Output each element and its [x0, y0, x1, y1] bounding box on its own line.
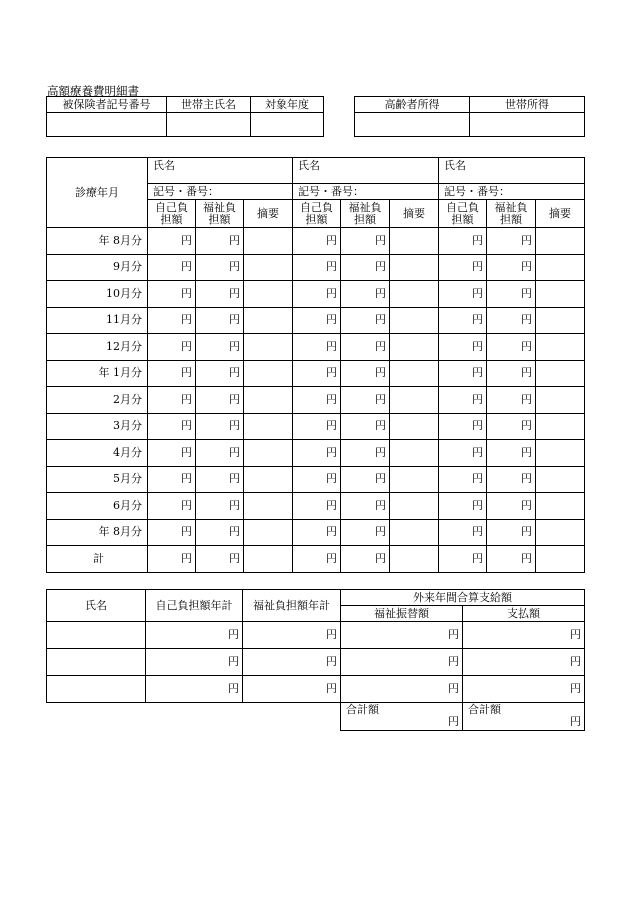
summary-name-header: 氏名 [47, 590, 146, 622]
summary-name-cell[interactable] [47, 676, 146, 703]
target-year-header: 対象年度 [251, 97, 324, 113]
remarks-cell[interactable] [536, 546, 585, 573]
self-burden-total-header: 自己負担額年計 [146, 590, 243, 622]
insured-number-header: 被保険者記号番号 [47, 97, 167, 113]
welfare-burden-cell[interactable]: 円 [196, 387, 244, 414]
summary-table [46, 589, 585, 703]
welfare-burden-cell[interactable]: 円 [196, 360, 244, 387]
month-row [47, 360, 585, 387]
welfare-burden-total-cell[interactable]: 円 [243, 676, 341, 703]
remarks-cell[interactable] [390, 254, 439, 281]
transfer-total-cell[interactable] [341, 703, 463, 731]
month-label: 年 8月分 [47, 519, 148, 546]
welfare-burden-cell[interactable]: 円 [487, 546, 536, 573]
remarks-cell[interactable] [244, 440, 293, 467]
welfare-burden-cell[interactable]: 円 [341, 413, 390, 440]
self-burden-cell[interactable]: 円 [439, 360, 487, 387]
remarks-cell[interactable] [244, 546, 293, 573]
self-burden-header: 自己負 担額 [293, 200, 341, 228]
remarks-header: 摘要 [536, 200, 585, 228]
welfare-burden-cell[interactable]: 円 [341, 519, 390, 546]
month-row [47, 493, 585, 520]
remarks-cell[interactable] [244, 466, 293, 493]
transfer-total-label: 合計額 [346, 703, 379, 716]
payment-cell[interactable]: 円 [463, 676, 585, 703]
remarks-cell[interactable] [390, 440, 439, 467]
welfare-burden-cell[interactable]: 円 [196, 281, 244, 308]
self-burden-cell[interactable]: 円 [293, 546, 341, 573]
self-burden-cell[interactable]: 円 [293, 440, 341, 467]
remarks-cell[interactable] [244, 360, 293, 387]
remarks-cell[interactable] [536, 493, 585, 520]
remarks-cell[interactable] [390, 493, 439, 520]
month-label: 年 1月分 [47, 360, 148, 387]
month-label: 年 8月分 [47, 228, 148, 255]
welfare-burden-cell[interactable]: 円 [341, 281, 390, 308]
self-burden-cell[interactable]: 円 [439, 307, 487, 334]
month-row [47, 440, 585, 467]
remarks-cell[interactable] [244, 519, 293, 546]
self-burden-total-cell[interactable]: 円 [146, 676, 243, 703]
summary-name-cell[interactable] [47, 649, 146, 676]
welfare-burden-cell[interactable]: 円 [341, 440, 390, 467]
self-burden-cell[interactable]: 円 [439, 440, 487, 467]
self-burden-cell[interactable]: 円 [439, 387, 487, 414]
welfare-burden-total-cell[interactable]: 円 [243, 649, 341, 676]
self-burden-cell[interactable]: 円 [439, 493, 487, 520]
self-burden-cell[interactable]: 円 [148, 307, 196, 334]
self-burden-cell[interactable]: 円 [293, 466, 341, 493]
outpatient-annual-header: 外来年間合算支給額 [341, 590, 585, 606]
self-burden-cell[interactable]: 円 [439, 519, 487, 546]
welfare-burden-cell[interactable]: 円 [341, 493, 390, 520]
person-2-name[interactable]: 氏名 [293, 158, 439, 184]
person-2-id[interactable]: 記号・番号： [293, 184, 439, 200]
remarks-cell[interactable] [536, 254, 585, 281]
self-burden-cell[interactable]: 円 [439, 228, 487, 255]
self-burden-cell[interactable]: 円 [148, 228, 196, 255]
householder-name-field[interactable] [167, 113, 251, 137]
welfare-burden-cell[interactable]: 円 [487, 334, 536, 361]
welfare-burden-header: 福祉負 担額 [196, 200, 244, 228]
remarks-cell[interactable] [244, 307, 293, 334]
self-burden-cell[interactable]: 円 [148, 281, 196, 308]
insured-number-field[interactable] [47, 113, 167, 137]
treatment-month-header: 診療年月 [47, 158, 148, 228]
remarks-cell[interactable] [390, 307, 439, 334]
month-row [47, 281, 585, 308]
summary-row [47, 649, 585, 676]
person-1-name[interactable]: 氏名 [148, 158, 293, 184]
header-left-table [46, 96, 324, 137]
welfare-burden-cell[interactable]: 円 [196, 307, 244, 334]
self-burden-cell[interactable]: 円 [293, 228, 341, 255]
self-burden-cell[interactable]: 円 [293, 281, 341, 308]
remarks-cell[interactable] [536, 360, 585, 387]
month-label: 6月分 [47, 493, 148, 520]
welfare-burden-cell[interactable]: 円 [487, 307, 536, 334]
monthly-detail-table [46, 157, 585, 573]
householder-name-header: 世帯主氏名 [167, 97, 251, 113]
remarks-cell[interactable] [244, 254, 293, 281]
welfare-burden-cell[interactable]: 円 [196, 334, 244, 361]
remarks-cell[interactable] [536, 334, 585, 361]
welfare-burden-total-header: 福祉負担額年計 [243, 590, 341, 622]
elderly-income-field[interactable] [355, 113, 470, 137]
self-burden-cell[interactable]: 円 [293, 334, 341, 361]
welfare-burden-cell[interactable]: 円 [487, 519, 536, 546]
month-row [47, 519, 585, 546]
remarks-cell[interactable] [536, 519, 585, 546]
self-burden-header: 自己負 担額 [439, 200, 487, 228]
remarks-cell[interactable] [390, 466, 439, 493]
self-burden-total-cell[interactable]: 円 [146, 649, 243, 676]
remarks-cell[interactable] [536, 413, 585, 440]
payment-total-yen: 円 [570, 715, 581, 728]
self-burden-cell[interactable]: 円 [293, 519, 341, 546]
household-income-header: 世帯所得 [470, 97, 585, 113]
welfare-burden-cell[interactable]: 円 [196, 493, 244, 520]
payment-total-cell[interactable] [463, 703, 585, 731]
remarks-cell[interactable] [536, 307, 585, 334]
self-burden-cell[interactable]: 円 [148, 440, 196, 467]
remarks-cell[interactable] [390, 546, 439, 573]
remarks-cell[interactable] [244, 413, 293, 440]
remarks-cell[interactable] [390, 334, 439, 361]
self-burden-cell[interactable]: 円 [148, 334, 196, 361]
month-row [47, 546, 585, 573]
welfare-burden-header: 福祉負 担額 [487, 200, 536, 228]
remarks-cell[interactable] [390, 519, 439, 546]
payment-cell[interactable]: 円 [463, 622, 585, 649]
self-burden-cell[interactable]: 円 [148, 519, 196, 546]
remarks-cell[interactable] [390, 413, 439, 440]
self-burden-cell[interactable]: 円 [293, 360, 341, 387]
welfare-burden-cell[interactable]: 円 [341, 360, 390, 387]
payment-cell[interactable]: 円 [463, 649, 585, 676]
totals-table [340, 702, 585, 731]
remarks-cell[interactable] [390, 387, 439, 414]
welfare-burden-cell[interactable]: 円 [487, 387, 536, 414]
target-year-field[interactable] [251, 113, 324, 137]
month-label: 11月分 [47, 307, 148, 334]
remarks-cell[interactable] [244, 493, 293, 520]
month-row [47, 228, 585, 255]
welfare-burden-cell[interactable]: 円 [196, 546, 244, 573]
welfare-burden-cell[interactable]: 円 [341, 387, 390, 414]
month-label: 5月分 [47, 466, 148, 493]
self-burden-cell[interactable]: 円 [439, 334, 487, 361]
summary-name-cell[interactable] [47, 622, 146, 649]
summary-row [47, 622, 585, 649]
person-3-id[interactable]: 記号・番号： [439, 184, 585, 200]
remarks-cell[interactable] [536, 281, 585, 308]
self-burden-header: 自己負 担額 [148, 200, 196, 228]
welfare-burden-cell[interactable]: 円 [487, 281, 536, 308]
remarks-cell[interactable] [536, 228, 585, 255]
self-burden-cell[interactable]: 円 [148, 493, 196, 520]
welfare-burden-cell[interactable]: 円 [341, 307, 390, 334]
welfare-burden-cell[interactable]: 円 [341, 254, 390, 281]
remarks-cell[interactable] [536, 466, 585, 493]
self-burden-cell[interactable]: 円 [293, 254, 341, 281]
month-row [47, 334, 585, 361]
month-row [47, 466, 585, 493]
month-label: 10月分 [47, 281, 148, 308]
self-burden-cell[interactable]: 円 [293, 413, 341, 440]
welfare-burden-cell[interactable]: 円 [487, 493, 536, 520]
welfare-transfer-header: 福祉振替額 [341, 606, 463, 622]
welfare-burden-cell[interactable]: 円 [196, 440, 244, 467]
self-burden-cell[interactable]: 円 [148, 546, 196, 573]
total-row-label: 計 [47, 546, 148, 573]
self-burden-cell[interactable]: 円 [148, 466, 196, 493]
month-label: 12月分 [47, 334, 148, 361]
self-burden-cell[interactable]: 円 [148, 413, 196, 440]
month-row [47, 307, 585, 334]
self-burden-total-cell[interactable]: 円 [146, 622, 243, 649]
welfare-burden-cell[interactable]: 円 [341, 546, 390, 573]
welfare-transfer-cell[interactable]: 円 [341, 676, 463, 703]
welfare-burden-cell[interactable]: 円 [341, 466, 390, 493]
month-row [47, 413, 585, 440]
welfare-burden-cell[interactable]: 円 [196, 254, 244, 281]
remarks-cell[interactable] [536, 387, 585, 414]
payment-header: 支払額 [463, 606, 585, 622]
welfare-burden-cell[interactable]: 円 [487, 413, 536, 440]
welfare-burden-cell[interactable]: 円 [196, 519, 244, 546]
household-income-field[interactable] [470, 113, 585, 137]
payment-total-label: 合計額 [468, 703, 501, 716]
welfare-burden-total-cell[interactable]: 円 [243, 622, 341, 649]
welfare-burden-cell[interactable]: 円 [196, 228, 244, 255]
summary-row [47, 676, 585, 703]
remarks-header: 摘要 [390, 200, 439, 228]
welfare-burden-header: 福祉負 担額 [341, 200, 390, 228]
remarks-cell[interactable] [244, 281, 293, 308]
welfare-burden-cell[interactable]: 円 [487, 360, 536, 387]
self-burden-cell[interactable]: 円 [148, 387, 196, 414]
remarks-cell[interactable] [536, 440, 585, 467]
welfare-burden-cell[interactable]: 円 [341, 228, 390, 255]
self-burden-cell[interactable]: 円 [148, 254, 196, 281]
welfare-transfer-cell[interactable]: 円 [341, 622, 463, 649]
remarks-cell[interactable] [244, 387, 293, 414]
welfare-burden-cell[interactable]: 円 [196, 413, 244, 440]
remarks-cell[interactable] [390, 360, 439, 387]
welfare-transfer-cell[interactable]: 円 [341, 649, 463, 676]
month-row [47, 387, 585, 414]
page-title: 高額療養費明細書 [47, 84, 139, 98]
welfare-burden-cell[interactable]: 円 [487, 466, 536, 493]
person-3-name[interactable]: 氏名 [439, 158, 585, 184]
month-label: 3月分 [47, 413, 148, 440]
header-right-table [354, 96, 585, 137]
self-burden-cell[interactable]: 円 [293, 387, 341, 414]
self-burden-cell[interactable]: 円 [148, 360, 196, 387]
self-burden-cell[interactable]: 円 [439, 413, 487, 440]
month-label: 9月分 [47, 254, 148, 281]
remarks-header: 摘要 [244, 200, 293, 228]
month-label: 2月分 [47, 387, 148, 414]
remarks-cell[interactable] [244, 334, 293, 361]
person-1-id[interactable]: 記号・番号： [148, 184, 293, 200]
self-burden-cell[interactable]: 円 [439, 546, 487, 573]
welfare-burden-cell[interactable]: 円 [196, 466, 244, 493]
welfare-burden-cell[interactable]: 円 [487, 254, 536, 281]
elderly-income-header: 高齢者所得 [355, 97, 470, 113]
welfare-burden-cell[interactable]: 円 [487, 440, 536, 467]
welfare-burden-cell[interactable]: 円 [341, 334, 390, 361]
month-row [47, 254, 585, 281]
remarks-cell[interactable] [244, 228, 293, 255]
self-burden-cell[interactable]: 円 [439, 254, 487, 281]
month-label: 4月分 [47, 440, 148, 467]
remarks-cell[interactable] [390, 228, 439, 255]
self-burden-cell[interactable]: 円 [293, 493, 341, 520]
transfer-total-yen: 円 [448, 715, 459, 728]
remarks-cell[interactable] [390, 281, 439, 308]
self-burden-cell[interactable]: 円 [439, 466, 487, 493]
self-burden-cell[interactable]: 円 [439, 281, 487, 308]
welfare-burden-cell[interactable]: 円 [487, 228, 536, 255]
self-burden-cell[interactable]: 円 [293, 307, 341, 334]
